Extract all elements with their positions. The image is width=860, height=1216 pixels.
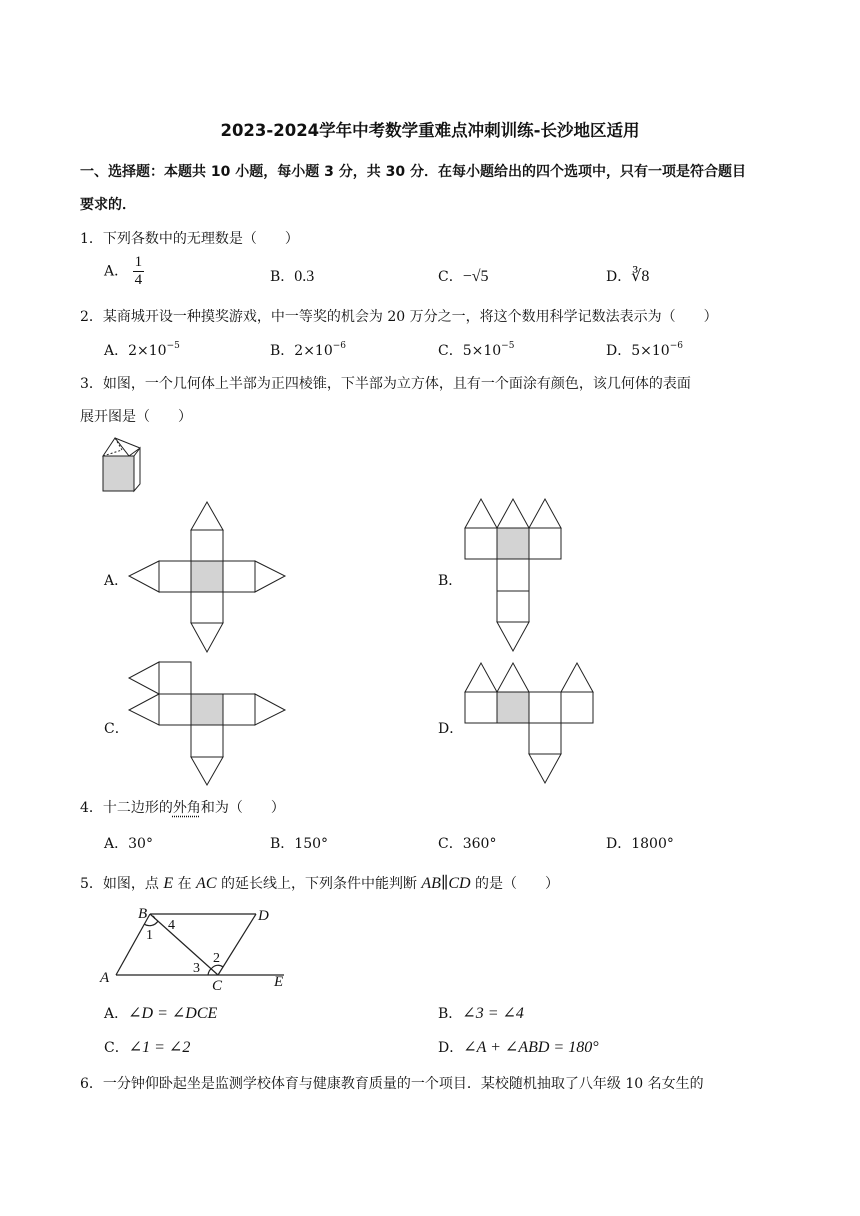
q2-option-c: C．$5\times 10^{-5}$ bbox=[438, 341, 515, 359]
q2-option-b: B．$2\times 10^{-6}$ bbox=[270, 341, 347, 359]
net-figure-c bbox=[126, 660, 288, 788]
question-1-stem: 1．下列各数中的无理数是（ ） bbox=[80, 231, 299, 247]
q3-option-b-label: B． bbox=[438, 573, 463, 589]
question-2-stem: 2．某商城开设一种摸奖游戏，中一等奖的机会为 20 万分之一，将这个数用科学记数法表示为（ ） bbox=[80, 309, 718, 325]
solid-figure bbox=[98, 436, 148, 494]
question-3-stem-cont: 展开图是（ ） bbox=[80, 409, 192, 425]
point-e-label: E bbox=[274, 974, 284, 990]
q5-option-b: B．∠3 = ∠4 bbox=[438, 1005, 524, 1022]
section-heading-cont: 要求的． bbox=[80, 197, 136, 213]
q3-option-d-label: D． bbox=[438, 721, 464, 737]
net-figure-a bbox=[126, 500, 288, 656]
angle-4-label: 4 bbox=[168, 918, 175, 933]
q3-option-a-label: A． bbox=[104, 573, 129, 589]
parallelogram-figure bbox=[98, 904, 298, 990]
q5-option-d: D．∠A + ∠ABD = 180° bbox=[438, 1039, 599, 1056]
q2-option-a: A．$2\times 10^{-5}$ bbox=[104, 341, 180, 359]
q1-option-b: B．0.3 bbox=[270, 268, 315, 285]
q5-option-c: C．∠1 = ∠2 bbox=[104, 1039, 191, 1056]
point-c-label: C bbox=[212, 978, 223, 990]
q4-option-a: A．30° bbox=[104, 836, 153, 852]
q3-option-c-label: C． bbox=[104, 721, 129, 737]
net-figure-b bbox=[462, 496, 568, 654]
q1-option-c: C．−√5 bbox=[438, 268, 489, 285]
fraction: $\frac{1}{4}$ bbox=[134, 254, 143, 288]
point-a-label: A bbox=[100, 970, 110, 986]
q4-option-b: B．150° bbox=[270, 836, 329, 852]
angle-1-label: 1 bbox=[146, 928, 153, 943]
q2-option-d: D．$5\times 10^{-6}$ bbox=[606, 341, 683, 359]
section-heading: 一、选择题：本题共 10 小题，每小题 3 分，共 30 分．在每小题给出的四个选项中，只有一项是符合题目 bbox=[80, 164, 746, 180]
question-6-stem: 6．一分钟仰卧起坐是监测学校体育与健康教育质量的一个项目．某校随机抽取了八年级 10 名女生的 bbox=[80, 1076, 704, 1092]
q1-option-d: D．∛8 bbox=[606, 268, 650, 285]
angle-3-label: 3 bbox=[193, 961, 200, 976]
question-3-stem: 3．如图，一个几何体上半部为正四棱锥，下半部为立方体，且有一个面涂有颜色，该几何体的表面 bbox=[80, 376, 691, 392]
q4-option-c: C．360° bbox=[438, 836, 497, 852]
angle-2-label: 2 bbox=[213, 951, 220, 966]
question-4-stem: 4．十二边形的外角和为（ ） bbox=[80, 800, 285, 816]
point-d-label: D bbox=[258, 908, 269, 924]
q5-option-a: A．∠D = ∠DCE bbox=[104, 1005, 218, 1022]
point-b-label: B bbox=[138, 906, 148, 922]
q1-option-a: A． $\frac{1}{4}$ bbox=[104, 254, 143, 288]
net-figure-d bbox=[462, 660, 600, 786]
q4-option-d: D．1800° bbox=[606, 836, 674, 852]
question-5-stem: 5．如图，点 E 在 AC 的延长线上，下列条件中能判断 AB∥CD 的是（ ） bbox=[80, 875, 560, 892]
emphasis-dots: 外角 bbox=[172, 800, 201, 816]
page-title: 2023-2024学年中考数学重难点冲刺训练-长沙地区适用 bbox=[220, 121, 640, 140]
